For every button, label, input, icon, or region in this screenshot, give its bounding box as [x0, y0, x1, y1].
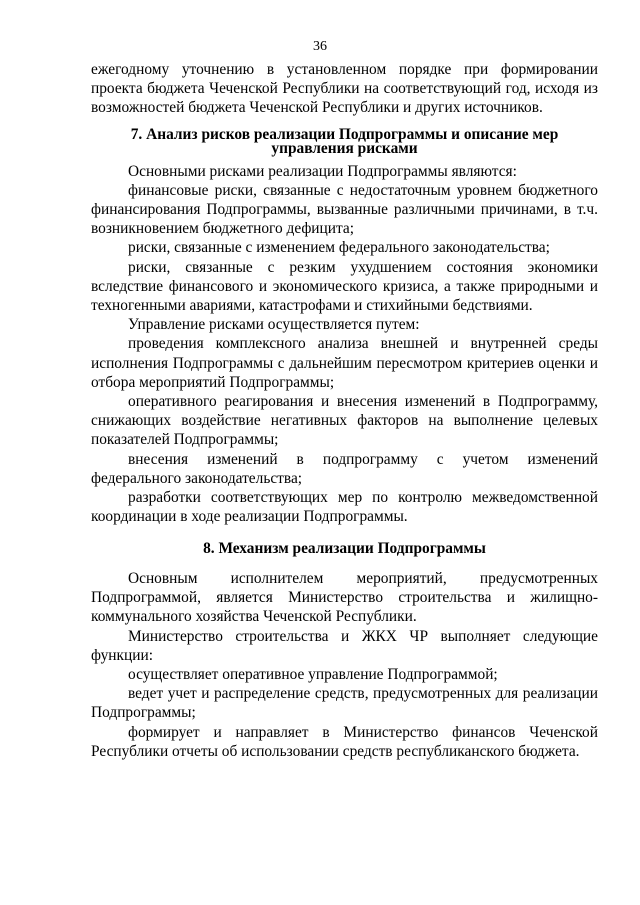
section-7-paragraph: Основными рисками реализации Подпрограммы являются: [128, 162, 517, 180]
section-8-paragraph: формирует и направляет в Министерство финансов Чеченской Республики отчеты об использовании средств республиканского бюджета. [91, 723, 598, 760]
intro-paragraph: ежегодному уточнению в установленном порядке при формировании проекта бюджета Чеченской Республики на соответствующий год, исходя из возможностей бюджета Чеченской Республики и других источников. [91, 61, 598, 117]
section-7-heading: 7. Анализ рисков реализации Подпрограммы и описание мер управления рисками [130, 125, 559, 158]
section-7-paragraph: оперативного реагирования и внесения изменений в Подпрограмму, снижающих воздействие негативных факторов на выполнение целевых показателей Подпрограммы; [91, 393, 598, 449]
section-7-paragraph: финансовые риски, связанные с недостаточным уровнем бюджетного финансирования Подпрограммы, вызванные различными причинами, в т.ч. возникновением бюджетного дефицита; [91, 181, 598, 238]
page-content [91, 60, 598, 761]
section-8-paragraph: ведет учет и распределение средств, предусмотренных для реализации Подпрограммы; [91, 685, 598, 722]
section-7-paragraph: риски, связанные с резким ухудшением состояния экономики вследствие финансового и экономического кризиса, а также природными и техногенными авариями, катастрофами и стихийными бедствиями. [91, 258, 598, 315]
section-8-paragraph: Основным исполнителем мероприятий, предусмотренных Подпрограммой, является Министерство строительства и жилищно-коммунального хозяйства Чеченской Республики. [91, 569, 598, 626]
section-7-paragraph: риски, связанные с изменением федерального законодательства; [128, 239, 550, 257]
section-8-paragraph: осуществляет оперативное управление Подпрограммой; [128, 665, 498, 683]
section-7-paragraph: разработки соответствующих мер по контролю межведомственной координации в ходе реализации Подпрограммы. [91, 489, 598, 526]
section-7-paragraph: внесения изменений в подпрограмму с учетом изменений федерального законодательства; [91, 450, 598, 487]
section-7-paragraph: Управление рисками осуществляется путем: [128, 316, 420, 334]
section-8-paragraph: Министерство строительства и ЖКХ ЧР выполняет следующие функции: [91, 627, 598, 664]
page-number: 36 [313, 39, 327, 54]
section-8-heading: 8. Механизм реализации Подпрограммы [203, 540, 486, 558]
section-7-paragraph: проведения комплексного анализа внешней и внутренней среды исполнения Подпрограммы с дальнейшим пересмотром критериев оценки и отбора мероприятий Подпрограммы; [91, 335, 598, 391]
